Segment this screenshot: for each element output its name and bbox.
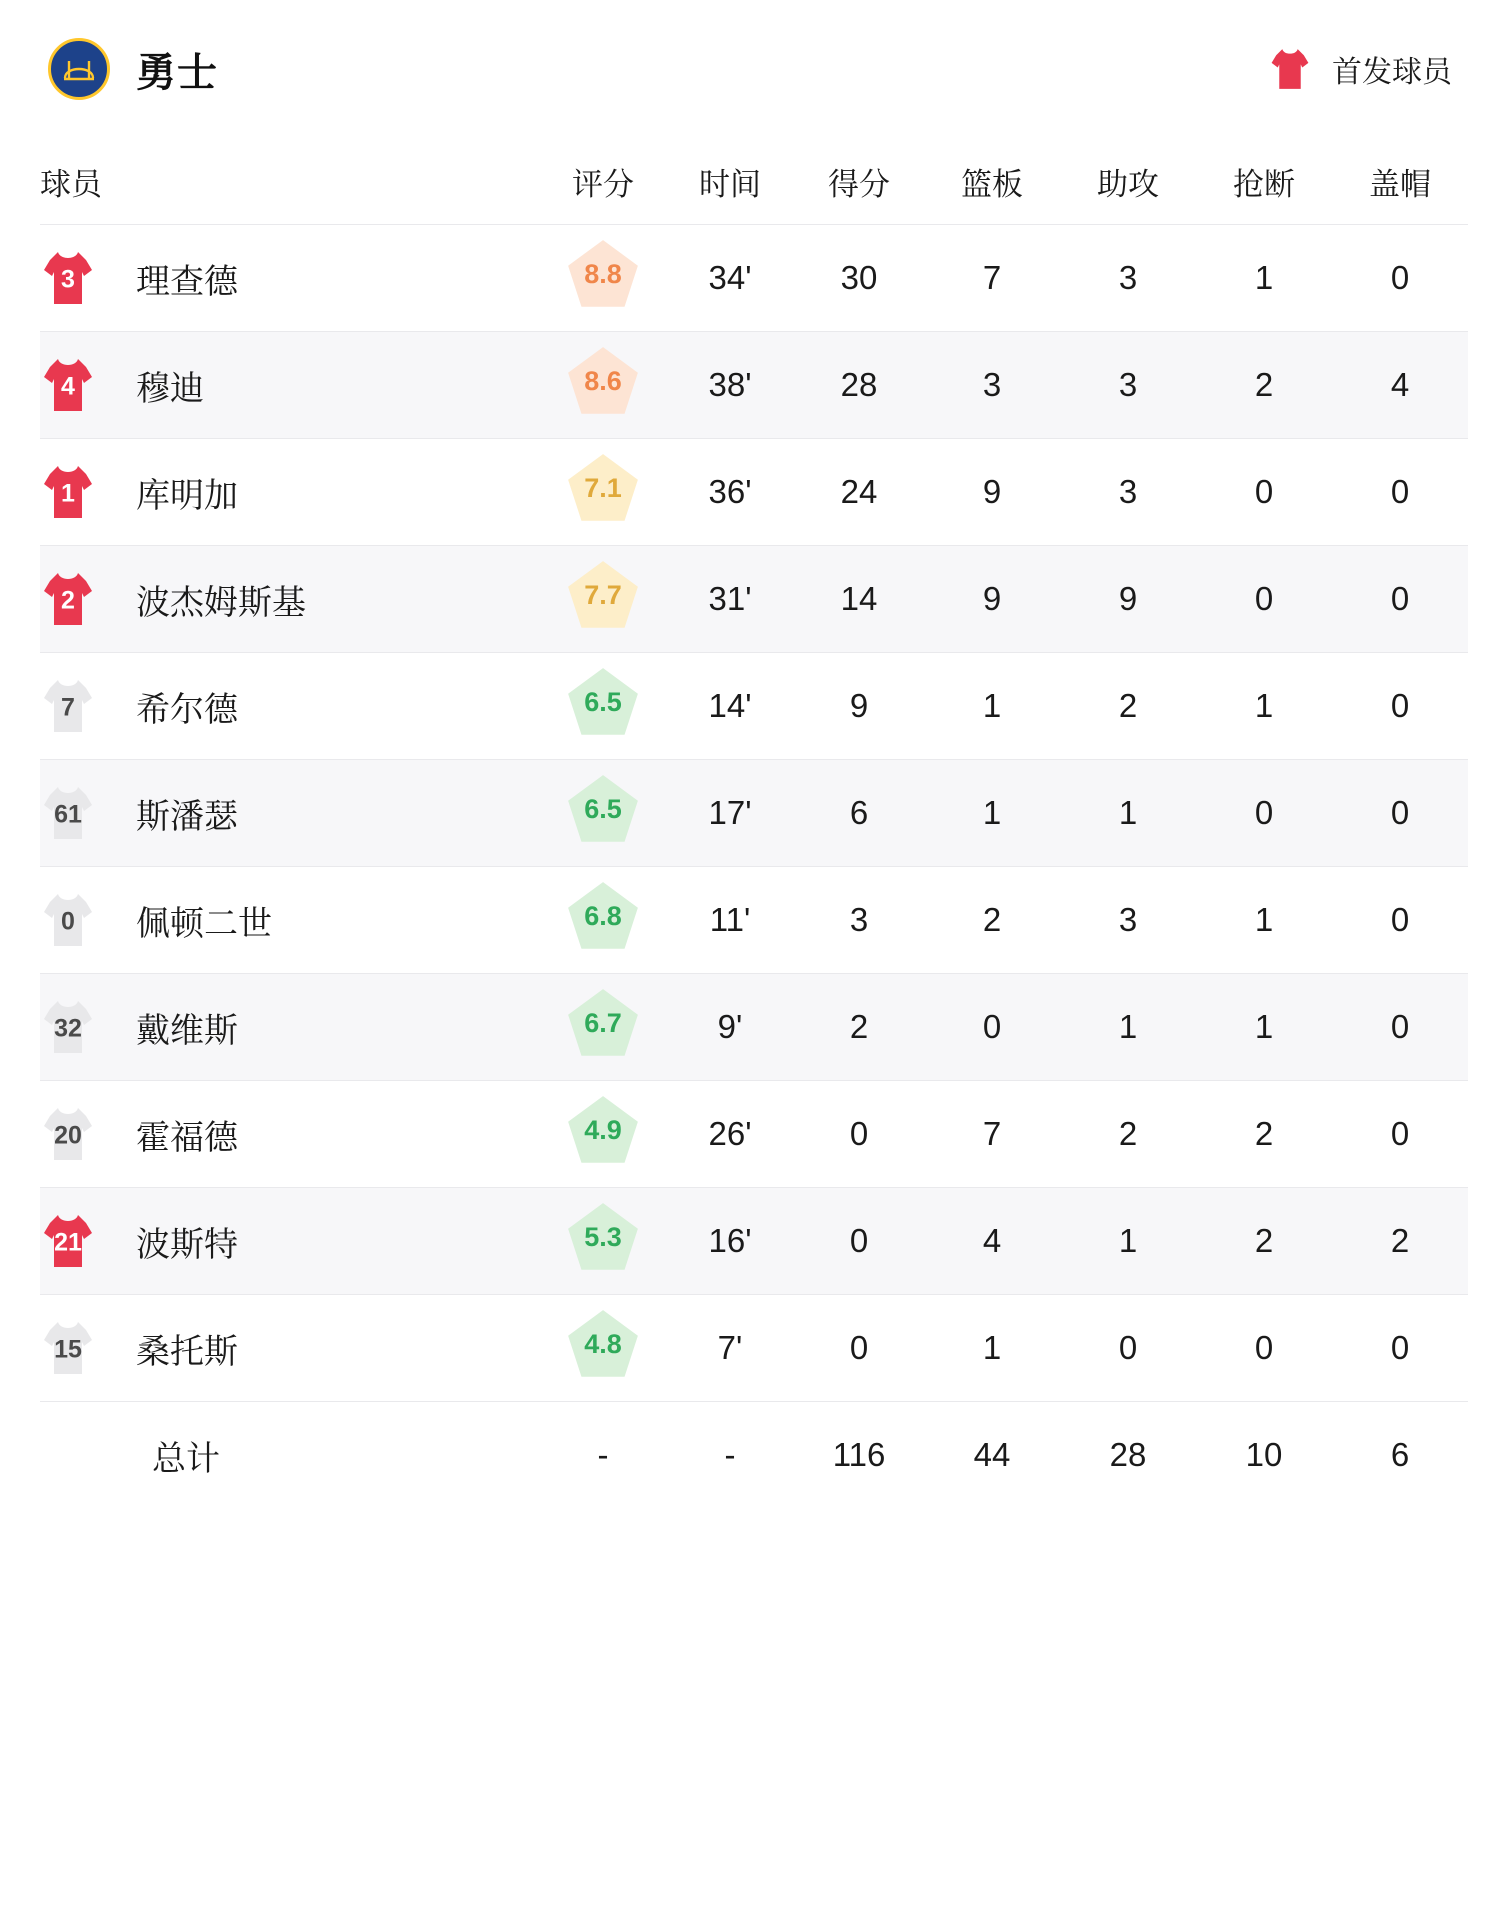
player-cell [40, 1188, 540, 1295]
assists-cell: 3 [1118, 473, 1138, 510]
blocks-cell: 4 [1390, 366, 1410, 403]
player-name: 戴维斯 [136, 1011, 238, 1050]
assists-cell: 2 [1118, 1115, 1138, 1152]
column-header-steals: 抢断 [1233, 166, 1295, 202]
totals-label-cell [40, 1402, 540, 1509]
assists-cell: 1 [1118, 1222, 1138, 1259]
rating-badge [566, 773, 640, 845]
steals-cell: 0 [1254, 794, 1274, 831]
starter-legend-label: 首发球员 [1332, 56, 1452, 89]
jersey-number: 32 [54, 1014, 82, 1043]
points-cell: 28 [840, 366, 878, 403]
rebounds-cell: 1 [982, 1329, 1002, 1366]
rating-value: 7.7 [584, 580, 622, 611]
warriors-bridge-logo-icon [48, 38, 110, 100]
player-name: 理查德 [136, 262, 238, 301]
jersey-icon [40, 1211, 96, 1271]
blocks-cell: 0 [1390, 901, 1410, 938]
rating-cell [540, 974, 666, 1081]
assists-cell: 3 [1118, 366, 1138, 403]
column-header-rating: 评分 [572, 166, 634, 202]
points-cell: 9 [849, 687, 869, 724]
rating-cell [540, 546, 666, 653]
jersey-icon [40, 355, 96, 415]
totals-assists: 28 [1109, 1436, 1147, 1473]
rating-cell [540, 760, 666, 867]
minutes-cell: 26' [708, 1115, 752, 1152]
totals-points: 116 [832, 1436, 886, 1473]
column-header-assists: 助攻 [1097, 166, 1159, 202]
points-cell: 2 [849, 1008, 869, 1045]
rating-value: 6.7 [584, 1008, 622, 1039]
steals-cell: 1 [1254, 1008, 1274, 1045]
jersey-number: 1 [61, 479, 75, 508]
assists-cell: 2 [1118, 687, 1138, 724]
rating-value: 6.5 [584, 794, 622, 825]
team-identity [48, 38, 218, 100]
jersey-icon [40, 569, 96, 629]
totals-label: 总计 [152, 1439, 220, 1478]
jersey-icon [40, 997, 96, 1057]
table-row[interactable] [40, 1188, 1468, 1295]
blocks-cell: 0 [1390, 259, 1410, 296]
blocks-cell: 0 [1390, 1115, 1410, 1152]
jersey-number: 15 [54, 1335, 82, 1364]
rating-badge [566, 987, 640, 1059]
totals-row [40, 1402, 1468, 1509]
table-row[interactable] [40, 439, 1468, 546]
player-name: 穆迪 [136, 369, 204, 408]
minutes-cell: 16' [708, 1222, 752, 1259]
steals-cell: 2 [1254, 366, 1274, 403]
steals-cell: 0 [1254, 473, 1274, 510]
player-cell [40, 332, 540, 439]
player-name: 希尔德 [136, 690, 238, 729]
rating-value: 6.5 [584, 687, 622, 718]
rating-badge [566, 452, 640, 524]
table-row[interactable] [40, 1081, 1468, 1188]
table-row[interactable] [40, 332, 1468, 439]
rating-badge [566, 1308, 640, 1380]
rating-cell [540, 653, 666, 760]
rating-value: 5.3 [584, 1222, 622, 1253]
minutes-cell: 9' [717, 1008, 743, 1045]
column-header-blocks: 盖帽 [1369, 166, 1431, 202]
assists-cell: 3 [1118, 259, 1138, 296]
jersey-number: 4 [61, 372, 75, 401]
player-cell [40, 760, 540, 867]
rating-cell [540, 1081, 666, 1188]
assists-cell: 0 [1118, 1329, 1138, 1366]
points-cell: 3 [849, 901, 869, 938]
player-name: 波斯特 [136, 1225, 238, 1264]
table-header [40, 138, 1468, 225]
blocks-cell: 0 [1390, 580, 1410, 617]
player-cell [40, 439, 540, 546]
player-name: 斯潘瑟 [136, 797, 238, 836]
minutes-cell: 7' [717, 1329, 743, 1366]
table-row[interactable] [40, 546, 1468, 653]
steals-cell: 0 [1254, 1329, 1274, 1366]
player-name: 霍福德 [136, 1118, 238, 1157]
player-cell [40, 1295, 540, 1402]
blocks-cell: 0 [1390, 794, 1410, 831]
steals-cell: 1 [1254, 901, 1274, 938]
jersey-icon [40, 248, 96, 308]
rating-value: 4.8 [584, 1329, 622, 1360]
rating-badge [566, 880, 640, 952]
blocks-cell: 0 [1390, 1008, 1410, 1045]
jersey-icon [1268, 46, 1312, 92]
player-cell [40, 546, 540, 653]
table-body [40, 225, 1468, 1509]
rebounds-cell: 3 [982, 366, 1002, 403]
points-cell: 0 [849, 1329, 869, 1366]
player-name: 桑托斯 [136, 1332, 238, 1371]
jersey-number: 61 [54, 800, 82, 829]
jersey-icon [40, 676, 96, 736]
team-name: 勇士 [136, 50, 218, 95]
player-name: 波杰姆斯基 [136, 583, 306, 622]
assists-cell: 1 [1118, 794, 1138, 831]
rating-cell [540, 439, 666, 546]
jersey-number: 2 [61, 586, 75, 615]
totals-rebounds: 44 [973, 1436, 1011, 1473]
totals-steals: 10 [1245, 1436, 1283, 1473]
starter-legend [1268, 46, 1452, 92]
rating-badge [566, 345, 640, 417]
assists-cell: 3 [1118, 901, 1138, 938]
table-row[interactable] [40, 653, 1468, 760]
rating-badge [566, 1201, 640, 1273]
jersey-icon [40, 462, 96, 522]
jersey-icon [40, 890, 96, 950]
rating-badge [566, 666, 640, 738]
player-cell [40, 974, 540, 1081]
jersey-icon [40, 783, 96, 843]
jersey-number: 3 [61, 265, 75, 294]
jersey-icon [40, 1104, 96, 1164]
table-row[interactable] [40, 760, 1468, 867]
blocks-cell: 0 [1390, 473, 1410, 510]
header-row [40, 138, 1468, 225]
rating-value: 4.9 [584, 1115, 622, 1146]
player-cell [40, 1081, 540, 1188]
player-cell [40, 653, 540, 760]
player-name: 库明加 [136, 476, 238, 515]
blocks-cell: 2 [1390, 1222, 1410, 1259]
minutes-cell: 31' [708, 580, 752, 617]
blocks-cell: 0 [1390, 687, 1410, 724]
steals-cell: 1 [1254, 687, 1274, 724]
steals-cell: 2 [1254, 1222, 1274, 1259]
rating-value: 6.8 [584, 901, 622, 932]
player-name: 佩顿二世 [136, 904, 272, 943]
rating-badge [566, 559, 640, 631]
rating-badge [566, 238, 640, 310]
table-row[interactable] [40, 1295, 1468, 1402]
player-stats-table [40, 138, 1468, 1508]
rebounds-cell: 9 [982, 580, 1002, 617]
points-cell: 24 [840, 473, 878, 510]
assists-cell: 1 [1118, 1008, 1138, 1045]
rating-value: 7.1 [584, 473, 622, 504]
rating-cell [540, 867, 666, 974]
minutes-cell: 17' [708, 794, 752, 831]
rebounds-cell: 7 [982, 259, 1002, 296]
rebounds-cell: 7 [982, 1115, 1002, 1152]
jersey-number: 7 [61, 693, 75, 722]
column-header-minutes: 时间 [699, 166, 761, 202]
jersey-number: 20 [54, 1121, 82, 1150]
jersey-number: 0 [61, 907, 75, 936]
assists-cell: 9 [1118, 580, 1138, 617]
jersey-number: 21 [54, 1228, 82, 1257]
minutes-cell: 11' [709, 901, 751, 938]
jersey-icon [40, 1318, 96, 1378]
rating-cell [540, 332, 666, 439]
points-cell: 30 [840, 259, 878, 296]
steals-cell: 1 [1254, 259, 1274, 296]
table-row[interactable] [40, 974, 1468, 1081]
points-cell: 6 [849, 794, 869, 831]
player-cell [40, 225, 540, 332]
points-cell: 0 [849, 1115, 869, 1152]
minutes-cell: 34' [708, 259, 752, 296]
rating-value: 8.6 [584, 366, 622, 397]
rebounds-cell: 0 [982, 1008, 1002, 1045]
player-cell [40, 867, 540, 974]
column-header-player: 球员 [40, 166, 102, 202]
points-cell: 0 [849, 1222, 869, 1259]
column-header-rebounds: 篮板 [961, 166, 1023, 202]
rating-cell [540, 1188, 666, 1295]
points-cell: 14 [840, 580, 878, 617]
rebounds-cell: 1 [982, 794, 1002, 831]
steals-cell: 2 [1254, 1115, 1274, 1152]
minutes-cell: 36' [708, 473, 752, 510]
team-header [40, 0, 1460, 138]
totals-rating: - [597, 1436, 609, 1473]
table-row[interactable] [40, 225, 1468, 332]
rebounds-cell: 1 [982, 687, 1002, 724]
rating-badge [566, 1094, 640, 1166]
rating-cell [540, 225, 666, 332]
totals-blocks: 6 [1390, 1436, 1410, 1473]
minutes-cell: 14' [708, 687, 752, 724]
rating-value: 8.8 [584, 259, 622, 290]
column-header-points: 得分 [828, 166, 890, 202]
totals-minutes: - [724, 1436, 736, 1473]
rebounds-cell: 4 [982, 1222, 1002, 1259]
blocks-cell: 0 [1390, 1329, 1410, 1366]
rebounds-cell: 9 [982, 473, 1002, 510]
minutes-cell: 38' [708, 366, 752, 403]
steals-cell: 0 [1254, 580, 1274, 617]
rebounds-cell: 2 [982, 901, 1002, 938]
rating-cell [540, 1295, 666, 1402]
table-row[interactable] [40, 867, 1468, 974]
